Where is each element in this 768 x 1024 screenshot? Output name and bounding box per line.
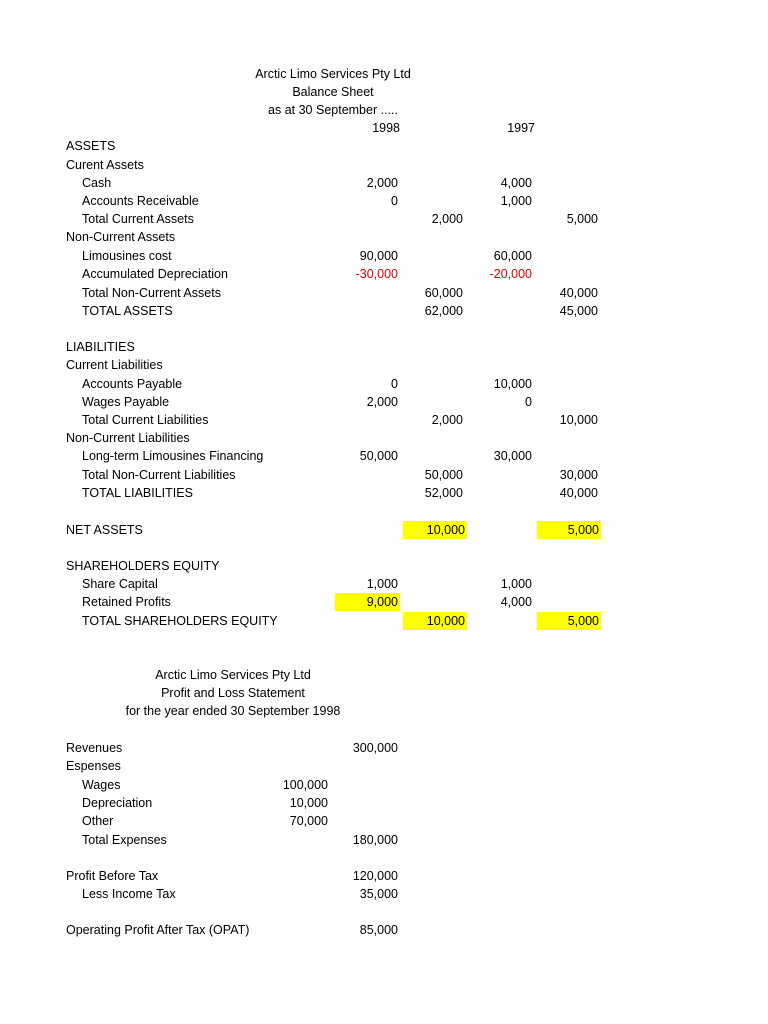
wages-value: 100,000 — [282, 778, 328, 792]
bs-date-line: as at 30 September ..... — [268, 103, 398, 117]
accumulated-depreciation-1998: -30,000 — [355, 267, 398, 281]
accounts-payable-label: Accounts Payable — [82, 377, 183, 391]
equity-header: SHAREHOLDERS EQUITY — [66, 559, 220, 573]
share-capital-1998: 1,000 — [366, 577, 398, 591]
pl-title: Profit and Loss Statement — [161, 686, 305, 700]
retained-profits-label: Retained Profits — [82, 595, 171, 609]
current-assets-header: Curent Assets — [66, 158, 144, 172]
total-equity-1997: 5,000 — [537, 612, 601, 630]
non-current-assets-header: Non-Current Assets — [66, 230, 176, 244]
pl-company-name: Arctic Limo Services Pty Ltd — [155, 668, 311, 682]
accounts-receivable-label: Accounts Receivable — [82, 194, 199, 208]
total-non-current-assets-1998: 60,000 — [424, 286, 463, 300]
net-assets-1998: 10,000 — [403, 521, 467, 539]
net-assets-label: NET ASSETS — [66, 523, 143, 537]
revenues-value: 300,000 — [352, 741, 398, 755]
total-current-liabilities-label: Total Current Liabilities — [82, 413, 209, 427]
total-liabilities-1997: 40,000 — [559, 486, 598, 500]
wages-label: Wages — [82, 778, 121, 792]
total-non-current-assets-1997: 40,000 — [559, 286, 598, 300]
net-assets-1997: 5,000 — [537, 521, 601, 539]
total-non-current-assets-label: Total Non-Current Assets — [82, 286, 221, 300]
liabilities-header: LIABILITIES — [66, 340, 135, 354]
opat-value: 85,000 — [359, 923, 398, 937]
total-liabilities-label: TOTAL LIABILITIES — [82, 486, 193, 500]
profit-before-tax-value: 120,000 — [352, 869, 398, 883]
total-liabilities-1998: 52,000 — [424, 486, 463, 500]
cash-1997: 4,000 — [500, 176, 532, 190]
depreciation-value: 10,000 — [289, 796, 328, 810]
limousines-cost-1998: 90,000 — [359, 249, 398, 263]
total-assets-1998: 62,000 — [424, 304, 463, 318]
total-equity-label: TOTAL SHAREHOLDERS EQUITY — [82, 614, 278, 628]
year-1997-header: 1997 — [507, 121, 535, 135]
pl-period-line: for the year ended 30 September 1998 — [125, 704, 341, 718]
retained-profits-1997: 4,000 — [500, 595, 532, 609]
other-expense-label: Other — [82, 814, 114, 828]
expenses-header: Espenses — [66, 759, 121, 773]
wages-payable-label: Wages Payable — [82, 395, 170, 409]
income-tax-label: Less Income Tax — [82, 887, 176, 901]
retained-profits-1998: 9,000 — [335, 593, 400, 611]
cash-label: Cash — [82, 176, 112, 190]
total-equity-1998: 10,000 — [403, 612, 467, 630]
profit-before-tax-label: Profit Before Tax — [66, 869, 159, 883]
total-non-current-liabilities-label: Total Non-Current Liabilities — [82, 468, 236, 482]
revenues-label: Revenues — [66, 741, 123, 755]
wages-payable-1997: 0 — [525, 395, 532, 409]
total-assets-1997: 45,000 — [559, 304, 598, 318]
income-tax-value: 35,000 — [359, 887, 398, 901]
accounts-receivable-1998: 0 — [391, 194, 398, 208]
total-current-assets-1997: 5,000 — [566, 212, 598, 226]
long-term-financing-1998: 50,000 — [359, 449, 398, 463]
long-term-financing-1997: 30,000 — [493, 449, 532, 463]
accumulated-depreciation-label: Accumulated Depreciation — [82, 267, 228, 281]
total-expenses-value: 180,000 — [352, 833, 398, 847]
current-liabilities-header: Current Liabilities — [66, 358, 163, 372]
opat-label: Operating Profit After Tax (OPAT) — [66, 923, 250, 937]
total-current-liabilities-1998: 2,000 — [431, 413, 463, 427]
wages-payable-1998: 2,000 — [366, 395, 398, 409]
year-1998-header: 1998 — [372, 121, 400, 135]
limousines-cost-label: Limousines cost — [82, 249, 172, 263]
cash-1998: 2,000 — [366, 176, 398, 190]
limousines-cost-1997: 60,000 — [493, 249, 532, 263]
other-expense-value: 70,000 — [289, 814, 328, 828]
total-expenses-label: Total Expenses — [82, 833, 167, 847]
share-capital-1997: 1,000 — [500, 577, 532, 591]
accumulated-depreciation-1997: -20,000 — [489, 267, 532, 281]
long-term-financing-label: Long-term Limousines Financing — [82, 449, 264, 463]
bs-company-name: Arctic Limo Services Pty Ltd — [255, 67, 411, 81]
total-non-current-liabilities-1998: 50,000 — [424, 468, 463, 482]
accounts-payable-1997: 10,000 — [493, 377, 532, 391]
non-current-liabilities-header: Non-Current Liabilities — [66, 431, 190, 445]
accounts-receivable-1997: 1,000 — [500, 194, 532, 208]
bs-title: Balance Sheet — [292, 85, 374, 99]
assets-header: ASSETS — [66, 139, 116, 153]
total-assets-label: TOTAL ASSETS — [82, 304, 173, 318]
accounts-payable-1998: 0 — [391, 377, 398, 391]
total-current-assets-label: Total Current Assets — [82, 212, 194, 226]
depreciation-label: Depreciation — [82, 796, 153, 810]
total-current-assets-1998: 2,000 — [431, 212, 463, 226]
total-non-current-liabilities-1997: 30,000 — [559, 468, 598, 482]
total-current-liabilities-1997: 10,000 — [559, 413, 598, 427]
share-capital-label: Share Capital — [82, 577, 158, 591]
